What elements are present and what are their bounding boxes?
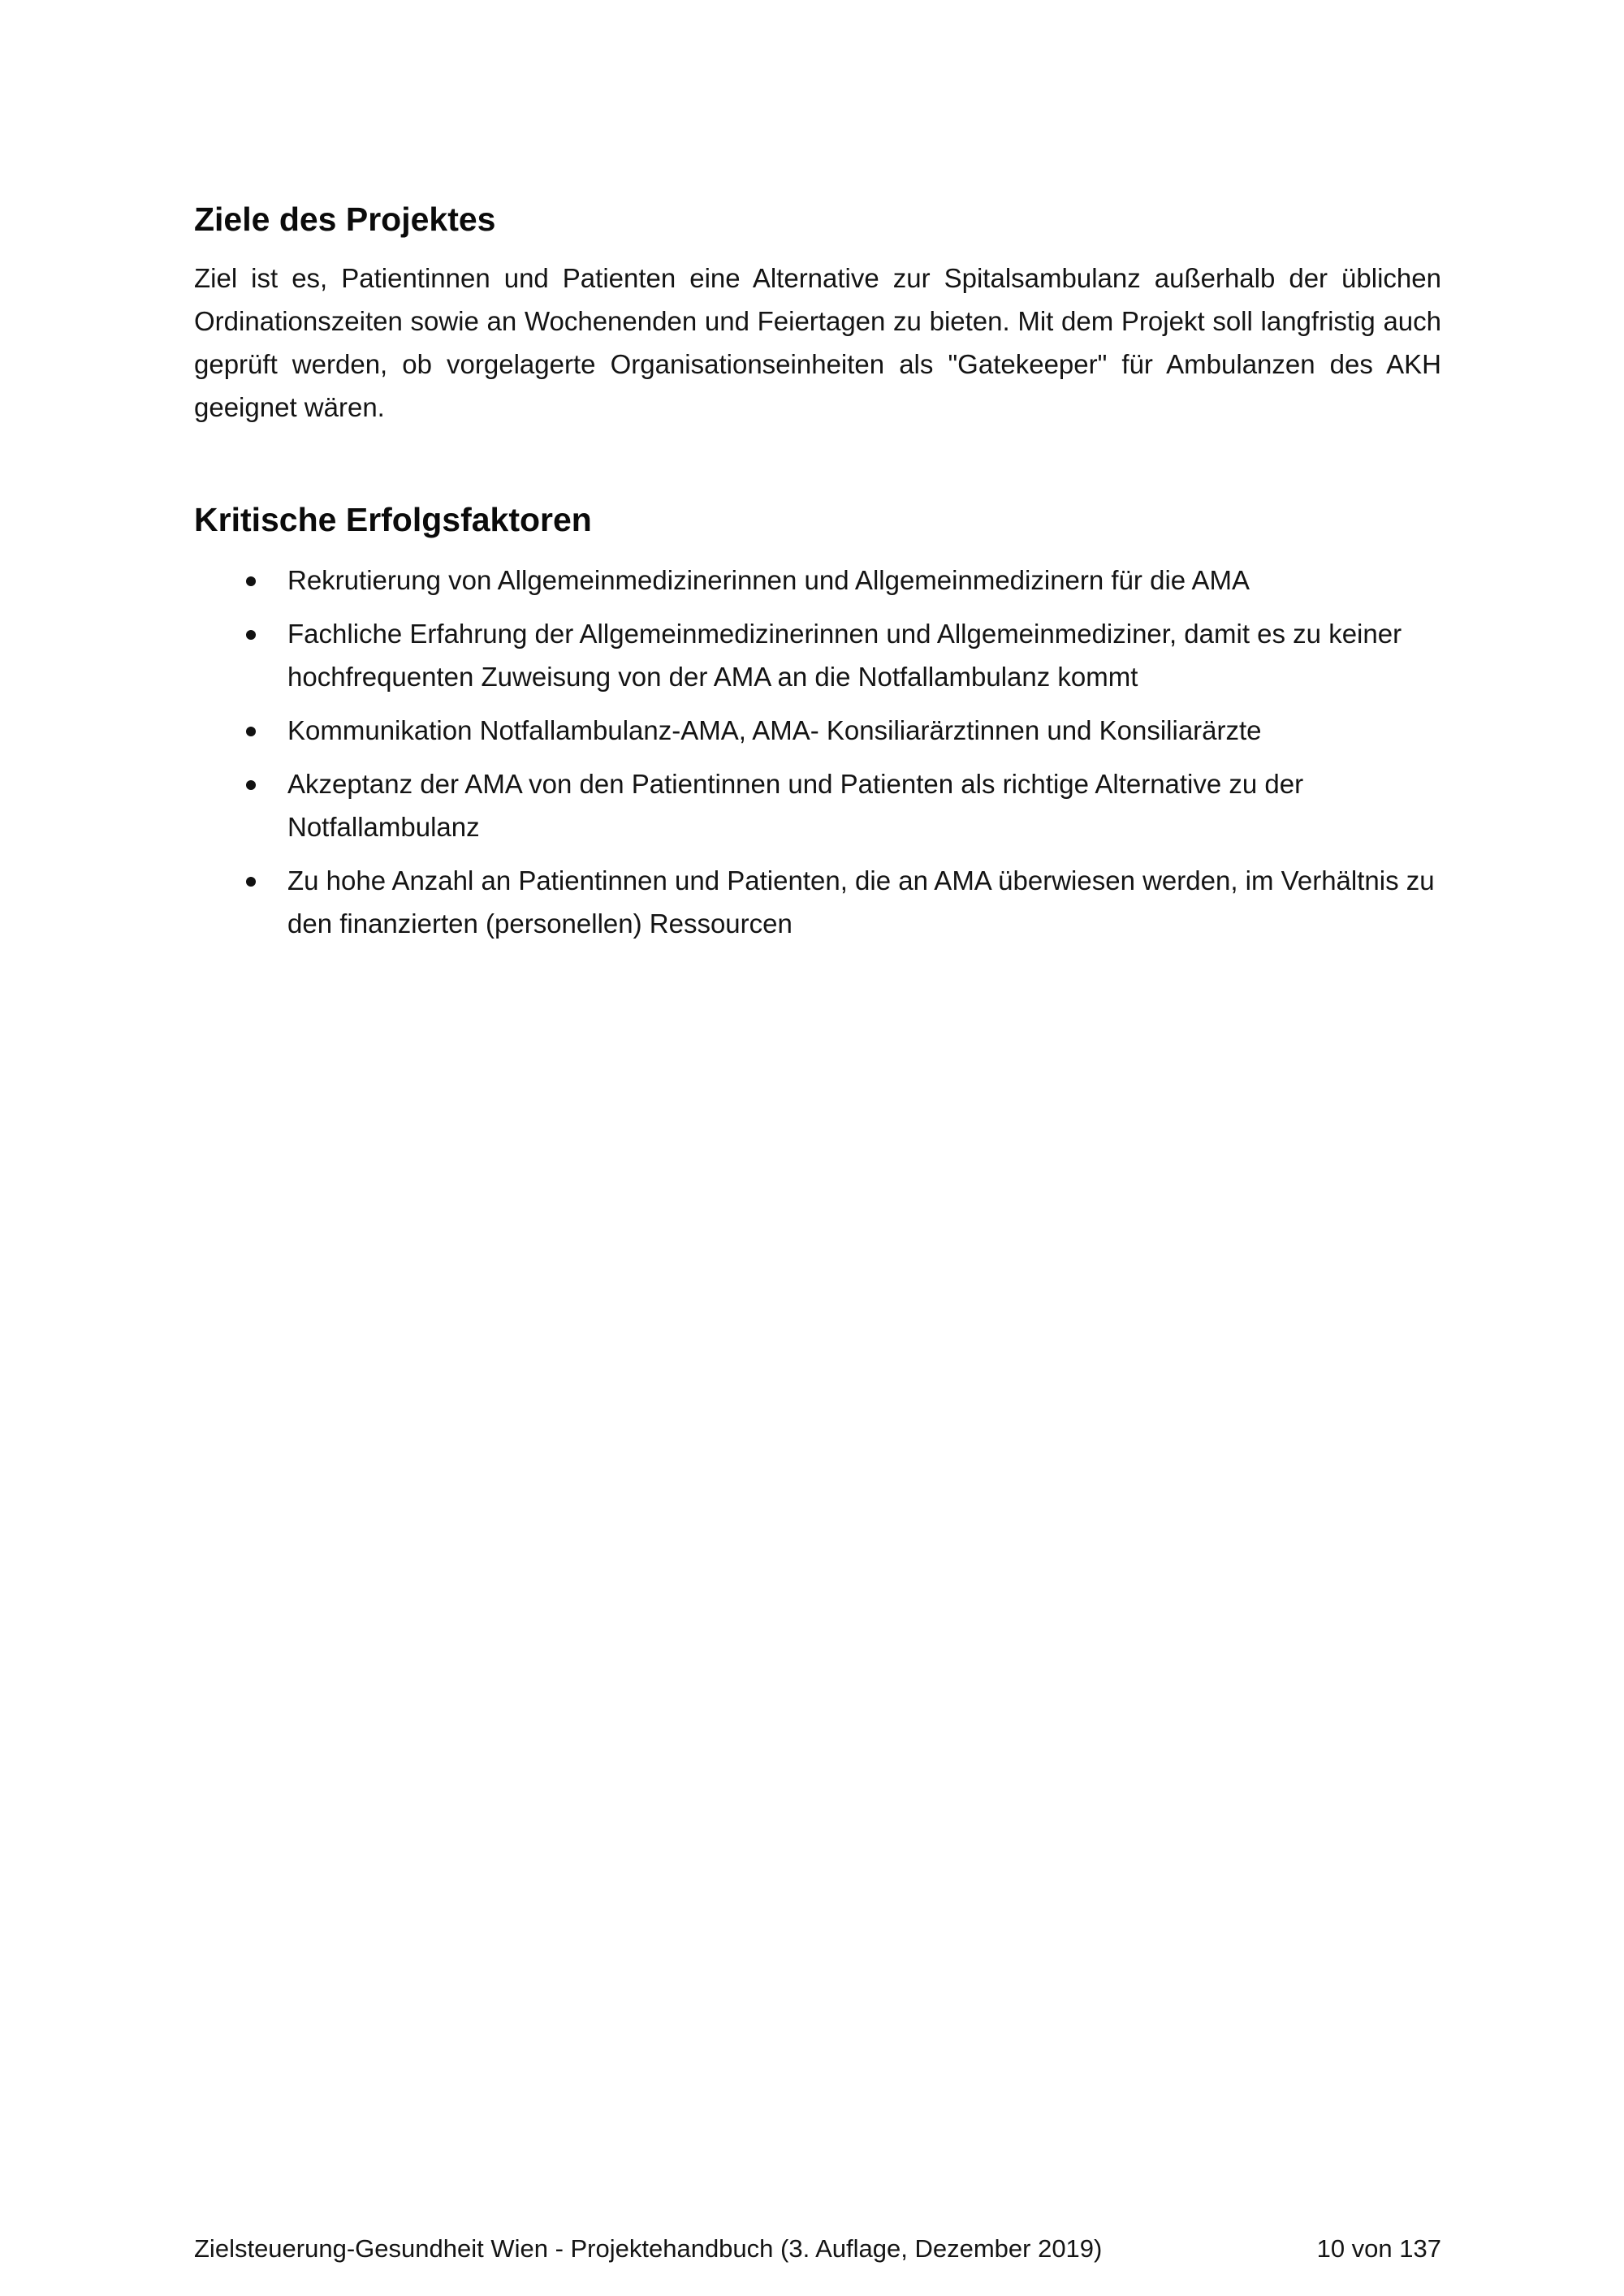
- list-item: [194, 709, 1441, 752]
- list-item: [194, 612, 1441, 698]
- bullet-icon: [246, 877, 256, 887]
- list-item: [194, 559, 1441, 602]
- list-item: [194, 859, 1441, 945]
- bullet-icon: [246, 727, 256, 736]
- list-item-text: Fachliche Erfahrung der Allgemeinmedizinerinnen und Allgemeinmediziner, damit es zu keiner hochfrequenten Zuweisung von der AMA an die Notfallambulanz kommt: [287, 619, 1402, 692]
- list-item-text: Zu hohe Anzahl an Patientinnen und Patienten, die an AMA überwiesen werden, im Verhältnis zu den finanzierten (personellen) Ressourcen: [287, 865, 1435, 939]
- list-item: [194, 762, 1441, 848]
- list-item-text: Rekrutierung von Allgemeinmedizinerinnen und Allgemeinmedizinern für die AMA: [287, 565, 1250, 595]
- goals-heading: Ziele des Projektes: [194, 201, 496, 238]
- bullet-icon: [246, 576, 256, 586]
- bullet-icon: [246, 780, 256, 790]
- page-number: 10 von 137: [1316, 2234, 1441, 2263]
- footer-title: Zielsteuerung-Gesundheit Wien - Projektehandbuch (3. Auflage, Dezember 2019): [194, 2234, 1103, 2263]
- bullet-icon: [246, 630, 256, 640]
- page-content: [194, 195, 1441, 956]
- factors-list: [194, 559, 1441, 945]
- list-item-text: Akzeptanz der AMA von den Patientinnen und Patienten als richtige Alternative zu der Notfallambulanz: [287, 769, 1304, 842]
- goals-paragraph: Ziel ist es, Patientinnen und Patienten eine Alternative zur Spitalsambulanz außerhalb der üblichen Ordinationszeiten sowie an Wochenenden und Feiertagen zu bieten. Mit dem Projekt soll langfristig auch geprüft werden, ob vorgelagerte Organisationseinheiten als "Gatekeeper" für Ambulanzen des AKH geeignet wären.: [194, 263, 1441, 422]
- list-item-text: Kommunikation Notfallambulanz-AMA, AMA- Konsiliarärztinnen und Konsiliarärzte: [287, 715, 1262, 745]
- page-footer: [194, 2231, 1441, 2267]
- factors-heading: Kritische Erfolgsfaktoren: [194, 501, 592, 538]
